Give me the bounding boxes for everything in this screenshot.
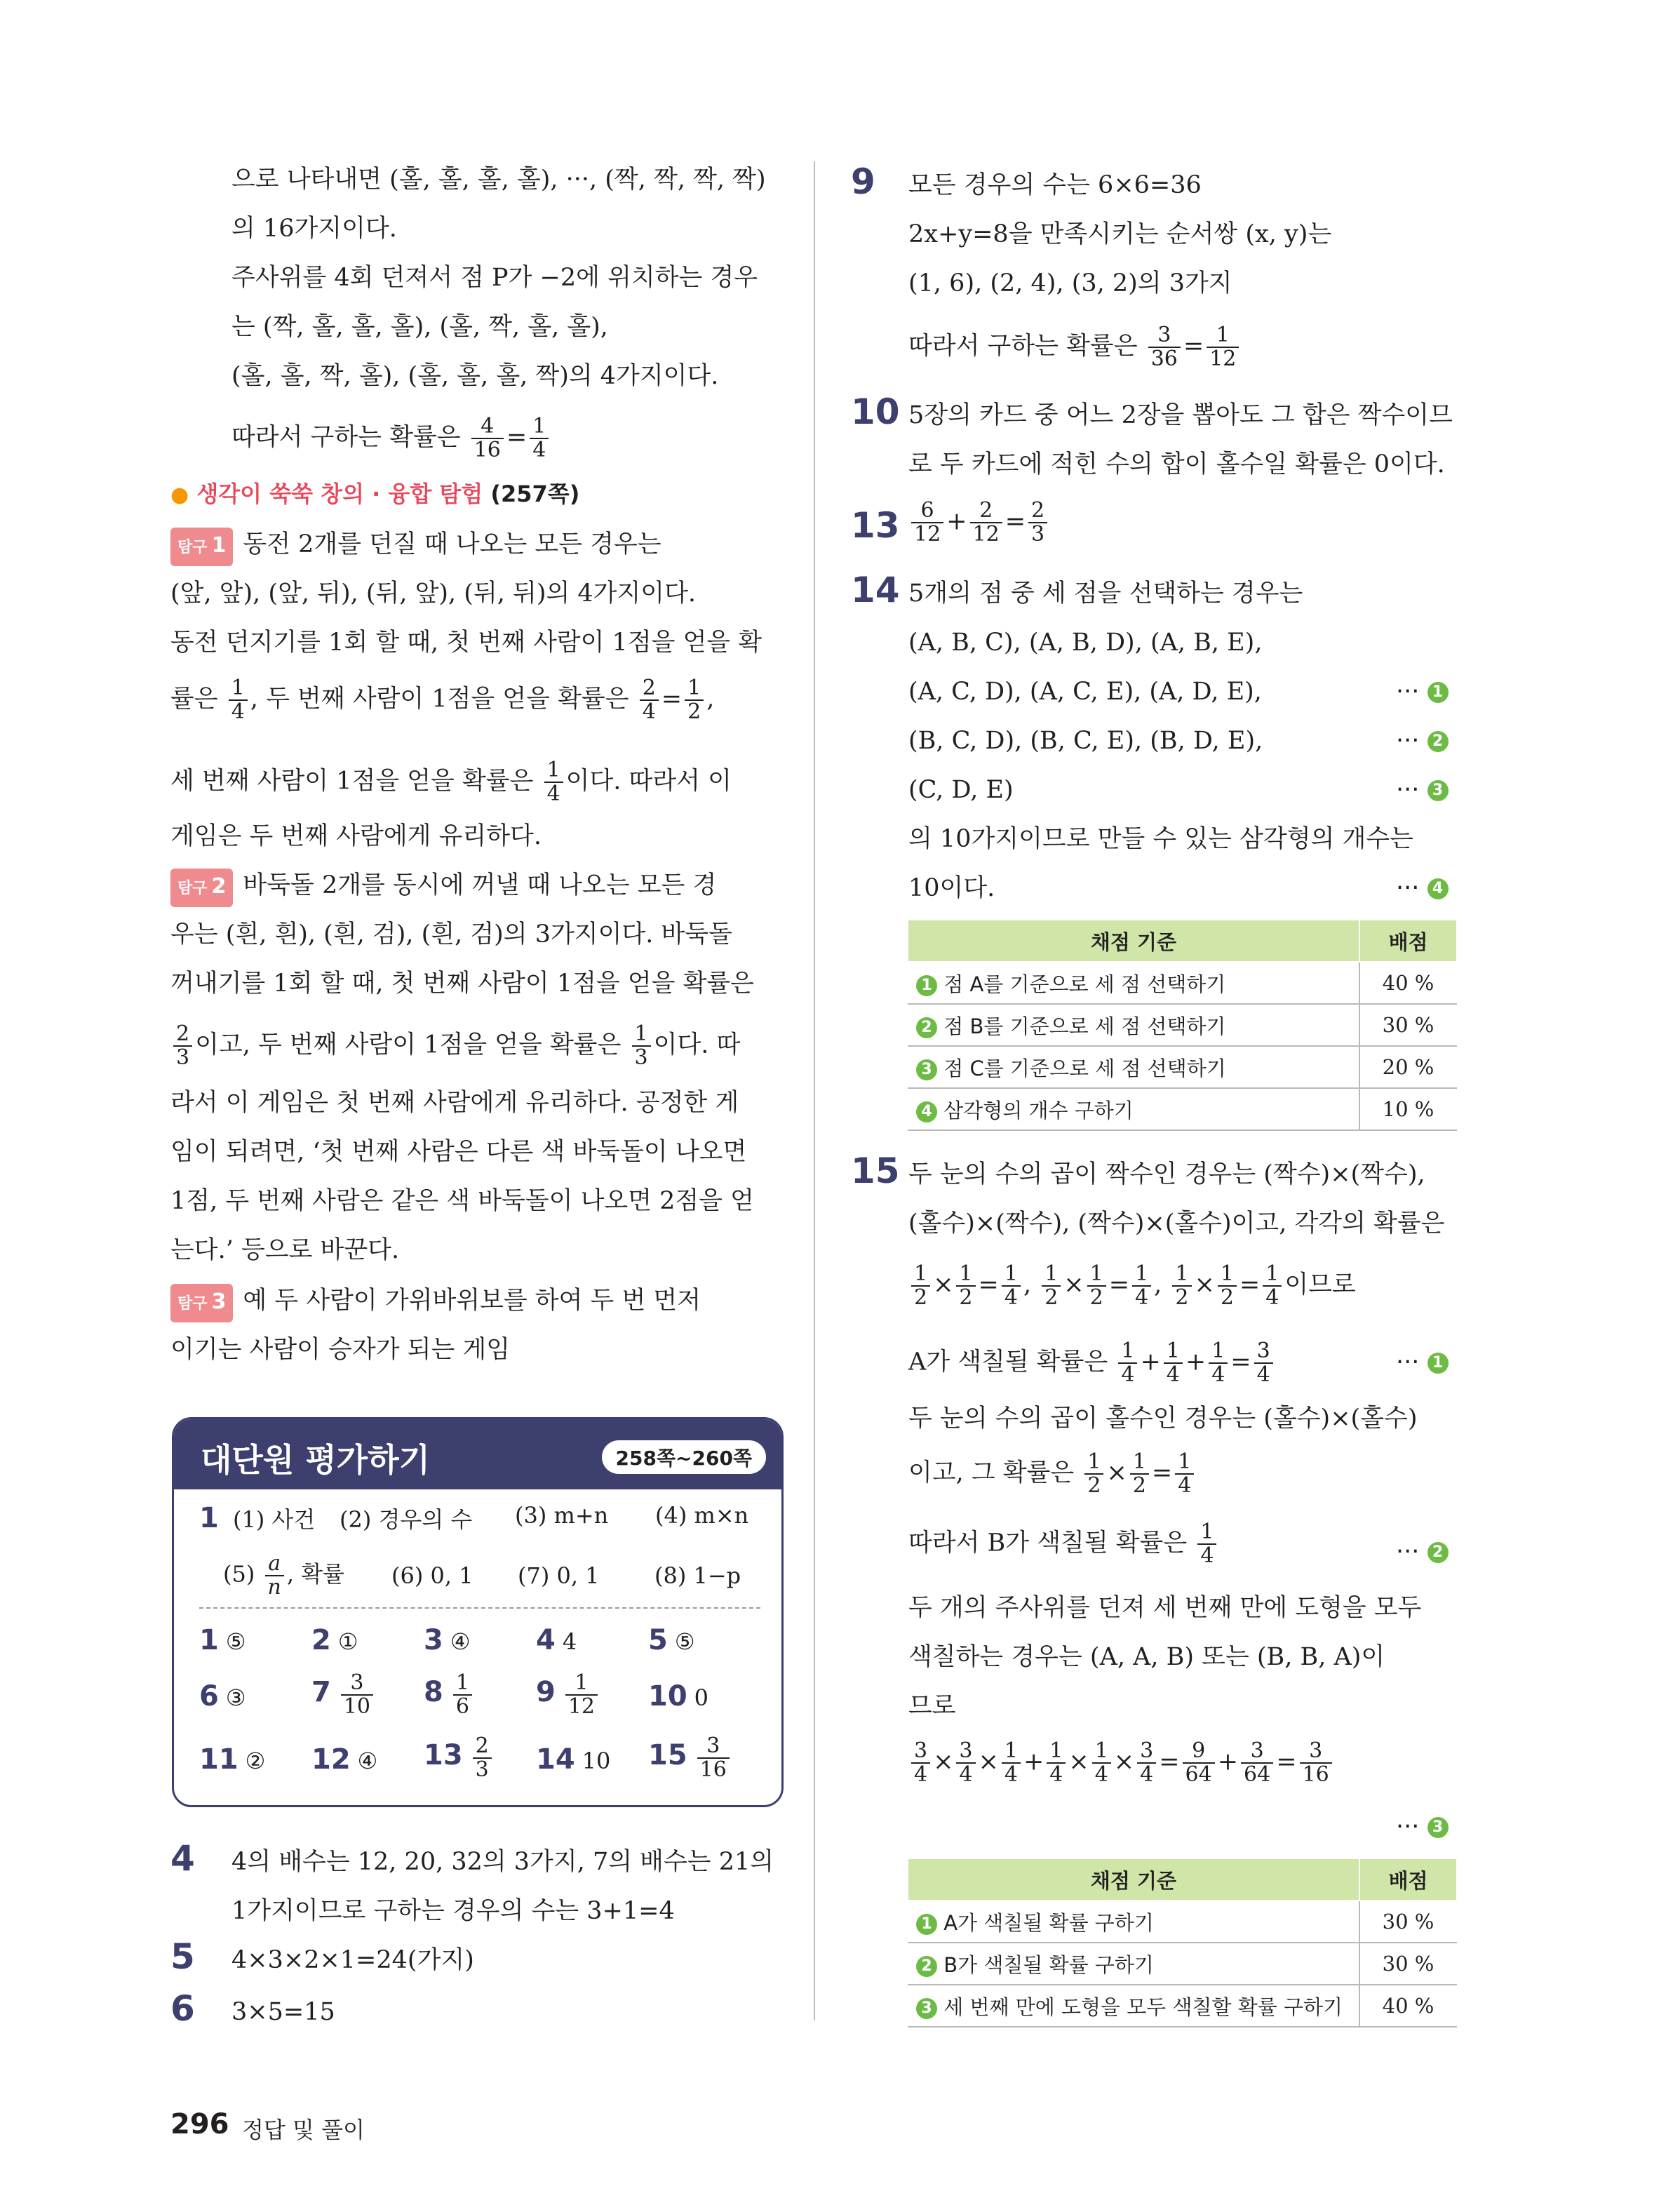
problem-number: 10 xyxy=(851,391,900,432)
text-line: 두 눈의 수의 곱이 홀수인 경우는 (홀수)×(홀수) xyxy=(908,1405,1418,1433)
text-line: $\frac{2}{3}$ 이고, 두 번째 사람이 1점을 얻을 확률은 $\frac{1}{3}$ 이다. 따 xyxy=(170,1023,740,1069)
tag-explore-3: 탐구 3 xyxy=(170,1284,233,1322)
unit-review-range: 258쪽~260쪽 xyxy=(602,1440,766,1474)
text-line: 모든 경우의 수는 6×6=36 xyxy=(908,171,1202,199)
text-line: 색칠하는 경우는 (A, A, B) 또는 (B, B, A)이 xyxy=(908,1643,1385,1671)
table-row: 4 삼각형의 개수 구하기 10 % xyxy=(908,1088,1457,1130)
problem-number: 9 xyxy=(851,161,875,202)
text-line: 라서 이 게임은 첫 번째 사람에게 유리하다. 공정한 게 xyxy=(170,1089,739,1117)
text-line: (A, B, C), (A, B, D), (A, B, E), xyxy=(908,629,1263,657)
grading-table-1 xyxy=(907,919,1458,1131)
explore-3: 탐구 3 예 두 사람이 가위바위보를 하여 두 번 먼저 xyxy=(170,1284,701,1322)
table-row: 1 점 A를 기준으로 세 점 선택하기 40 % xyxy=(908,962,1457,1004)
answer-row-1: 1 (1) 사건 (2) 경우의 수 (3) m+n (4) m×n xyxy=(199,1502,749,1534)
problem-number: 15 xyxy=(851,1151,900,1191)
text-line: 2x+y=8을 만족시키는 순서쌍 (x, y)는 xyxy=(908,220,1332,248)
text-line: 의 10가지이므로 만들 수 있는 삼각형의 개수는 xyxy=(908,825,1413,853)
footer-label: 정답 및 풀이 xyxy=(242,2117,365,2143)
explore-2: 탐구 2 바둑돌 2개를 동시에 꺼낼 때 나오는 모든 경 xyxy=(170,869,716,907)
text-line: (B, C, D), (B, C, E), (B, D, E), xyxy=(908,727,1263,755)
answer-3: 3 ④ xyxy=(424,1624,471,1656)
answer-12: 12 ④ xyxy=(311,1743,378,1776)
text-line: 따라서 B가 색칠될 확률은 $\frac{1}{4}$ xyxy=(908,1521,1219,1567)
text-line: 4×3×2×1=24(가지) xyxy=(231,1946,474,1974)
step-marker: ··· 2 xyxy=(1396,1535,1449,1569)
table-row: 3 점 C를 기준으로 세 점 선택하기 20 % xyxy=(908,1046,1457,1088)
text-line: 동전 던지기를 1회 할 때, 첫 번째 사람이 1점을 얻을 확 xyxy=(170,629,762,657)
text-line: 5장의 카드 중 어느 2장을 뽑아도 그 합은 짝수이므 xyxy=(908,401,1453,429)
text-line: 우는 (흰, 흰), (흰, 검), (흰, 검)의 3가지이다. 바둑돌 xyxy=(170,920,732,949)
text-line: 로 두 카드에 적힌 수의 합이 홀수일 확률은 0이다. xyxy=(908,450,1445,478)
problem-number: 14 xyxy=(851,570,900,610)
table-header: 배점 xyxy=(1359,1858,1457,1901)
answer-8: 8 $\frac{1}{6}$ xyxy=(424,1672,475,1718)
step-marker: ··· 3 xyxy=(1396,773,1449,807)
text-line: 이기는 사람이 승자가 되는 게임 xyxy=(170,1336,511,1364)
text-line: 는다.’ 등으로 바꾼다. xyxy=(170,1236,400,1264)
text-line: (1, 6), (2, 4), (3, 2)의 3가지 xyxy=(908,269,1232,297)
text-line: 는 (짝, 홀, 홀, 홀), (홀, 짝, 홀, 홀), xyxy=(231,313,608,341)
dashed-divider xyxy=(199,1607,760,1609)
text-line: $\frac{1}{2}$ × $\frac{1}{2}$ = $\frac{1}{4}$ , $\frac{1}{2}$ × $\frac{1}{2}$ = $\frac{1}{4}$ , $\frac{1}{2}$ × $\frac{1}{2}$ = $\frac{1}{4}$ 이므로 xyxy=(908,1263,1356,1309)
problem-number: 13 xyxy=(851,505,900,546)
step-marker: ··· 1 xyxy=(1396,675,1449,709)
fraction: $\frac{1}{4}$ xyxy=(530,415,549,462)
answer-1: 1 ⑤ xyxy=(199,1624,246,1656)
text-line: (C, D, E) xyxy=(908,776,1014,804)
answer-10: 10 0 xyxy=(648,1680,709,1712)
answer-4: 4 4 xyxy=(536,1624,577,1656)
table-header: 채점 기준 xyxy=(908,920,1359,962)
text-line: 1가지이므로 구하는 경우의 수는 3+1=4 xyxy=(231,1897,675,1925)
problem-number: 6 xyxy=(170,1988,195,2029)
answer-5: 5 ⑤ xyxy=(648,1624,695,1656)
table-header: 채점 기준 xyxy=(908,1858,1359,1901)
tag-explore-1: 탐구 1 xyxy=(170,528,233,566)
step-marker: ··· 2 xyxy=(1396,724,1449,758)
answer-7: 7 $\frac{3}{10}$ xyxy=(311,1672,376,1718)
table-row: 2 B가 색칠될 확률 구하기 30 % xyxy=(908,1943,1457,1985)
text-line: 이고, 그 확률은 $\frac{1}{2}$ × $\frac{1}{2}$ = $\frac{1}{4}$ xyxy=(908,1451,1197,1497)
unit-review-box xyxy=(172,1417,784,1807)
table-row: 2 점 B를 기준으로 세 점 선택하기 30 % xyxy=(908,1004,1457,1046)
unit-review-header xyxy=(174,1419,781,1489)
text-line: (A, C, D), (A, C, E), (A, D, E), xyxy=(908,678,1262,706)
table-row: 1 A가 색칠될 확률 구하기 30 % xyxy=(908,1901,1457,1943)
text-line: (홀수)×(짝수), (짝수)×(홀수)이고, 각각의 확률은 xyxy=(908,1209,1445,1238)
column-divider xyxy=(814,161,815,2020)
text-line: 므로 xyxy=(908,1692,956,1720)
answer-2: 2 ① xyxy=(311,1624,358,1656)
answer-9: 9 $\frac{1}{12}$ xyxy=(536,1672,600,1718)
text-line: A가 색칠될 확률은 $\frac{1}{4}$ + $\frac{1}{4}$ + $\frac{1}{4}$ = $\frac{3}{4}$ xyxy=(908,1340,1276,1386)
answer-row-2: (5) $\frac{a}{n}$ , 확률 (6) 0, 1 (7) 0, 1 (8) 1−p xyxy=(223,1551,741,1600)
grading-table-2 xyxy=(907,1858,1458,2027)
text-line: 4의 배수는 12, 20, 32의 3가지, 7의 배수는 21의 xyxy=(231,1848,774,1876)
answer-15: 15 $\frac{3}{16}$ xyxy=(648,1735,732,1781)
problem-number: 4 xyxy=(170,1838,195,1879)
table-row: 3 세 번째 만에 도형을 모두 색칠할 확률 구하기 40 % xyxy=(908,1985,1457,2027)
answer-14: 14 10 xyxy=(536,1743,611,1776)
text-line: 주사위를 4회 던져서 점 P가 −2에 위치하는 경우 xyxy=(231,264,758,292)
text-line: 3×5=15 xyxy=(231,1998,335,2026)
tag-explore-2: 탐구 2 xyxy=(170,869,233,907)
text-line: 따라서 구하는 확률은 $\frac{4}{16}$ = $\frac{1}{4}$ xyxy=(231,415,551,462)
step-marker: ··· 4 xyxy=(1396,871,1449,905)
text-line: 게임은 두 번째 사람에게 유리하다. xyxy=(170,822,542,850)
page-number: 296 xyxy=(170,2108,229,2140)
explore-1: 탐구 1 동전 2개를 던질 때 나오는 모든 경우는 xyxy=(170,528,661,566)
answer-6: 6 ③ xyxy=(199,1680,246,1712)
text-line: (홀, 홀, 짝, 홀), (홀, 홀, 홀, 짝)의 4가지이다. xyxy=(231,362,719,390)
text-line: 두 눈의 수의 곱이 짝수인 경우는 (짝수)×(짝수), xyxy=(908,1160,1425,1188)
fraction: $\frac{4}{16}$ xyxy=(471,415,504,462)
text-line: $\frac{3}{4}$ × $\frac{3}{4}$ × $\frac{1}{4}$ + $\frac{1}{4}$ × $\frac{1}{4}$ × $\frac{3}{4}$ = $\frac{9}{64}$ + $\frac{3}{64}$ = $\frac{3}{16}$ xyxy=(908,1740,1335,1786)
step-marker: ··· 3 xyxy=(1396,1810,1449,1844)
unit-review-title: 대단원 평가하기 xyxy=(201,1441,431,1479)
answer-13: 13 $\frac{2}{3}$ xyxy=(424,1735,495,1781)
section-heading: ● 생각이 쑥쑥 창의 · 융합 탐험 (257쪽) xyxy=(170,481,580,507)
step-marker: ··· 1 xyxy=(1396,1346,1449,1379)
text-line: 임이 되려면, ‘첫 번째 사람은 다른 색 바둑돌이 나오면 xyxy=(170,1138,747,1166)
text-line: 꺼내기를 1회 할 때, 첫 번째 사람이 1점을 얻을 확률은 xyxy=(170,970,754,998)
text-line: 세 번째 사람이 1점을 얻을 확률은 $\frac{1}{4}$ 이다. 따라서 이 xyxy=(170,758,732,806)
text-line: $\frac{6}{12}$ + $\frac{2}{12}$ = $\frac{2}{3}$ xyxy=(908,500,1050,546)
text-line: (앞, 앞), (앞, 뒤), (뒤, 앞), (뒤, 뒤)의 4가지이다. xyxy=(170,579,697,608)
text-line: 10이다. xyxy=(908,874,995,902)
text-line: 따라서 구하는 확률은 $\frac{3}{36}$ = $\frac{1}{12}$ xyxy=(908,324,1242,370)
answer-11: 11 ② xyxy=(199,1743,266,1776)
text-line: 으로 나타내면 (홀, 홀, 홀, 홀), ···, (짝, 짝, 짝, 짝) xyxy=(231,166,766,194)
bullet-icon: ● xyxy=(170,483,189,507)
text-line: 1점, 두 번째 사람은 같은 색 바둑돌이 나오면 2점을 얻 xyxy=(170,1187,754,1215)
problem-number: 5 xyxy=(170,1936,195,1977)
text-line: 5개의 점 중 세 점을 선택하는 경우는 xyxy=(908,579,1303,608)
text-line: 률은 $\frac{1}{4}$ , 두 번째 사람이 1점을 얻을 확률은 $\frac{2}{4}$ = $\frac{1}{2}$ , xyxy=(170,676,715,724)
text-line: 의 16가지이다. xyxy=(231,215,397,243)
text-line: 두 개의 주사위를 던져 세 번째 만에 도형을 모두 xyxy=(908,1594,1422,1622)
table-header: 배점 xyxy=(1359,920,1457,962)
